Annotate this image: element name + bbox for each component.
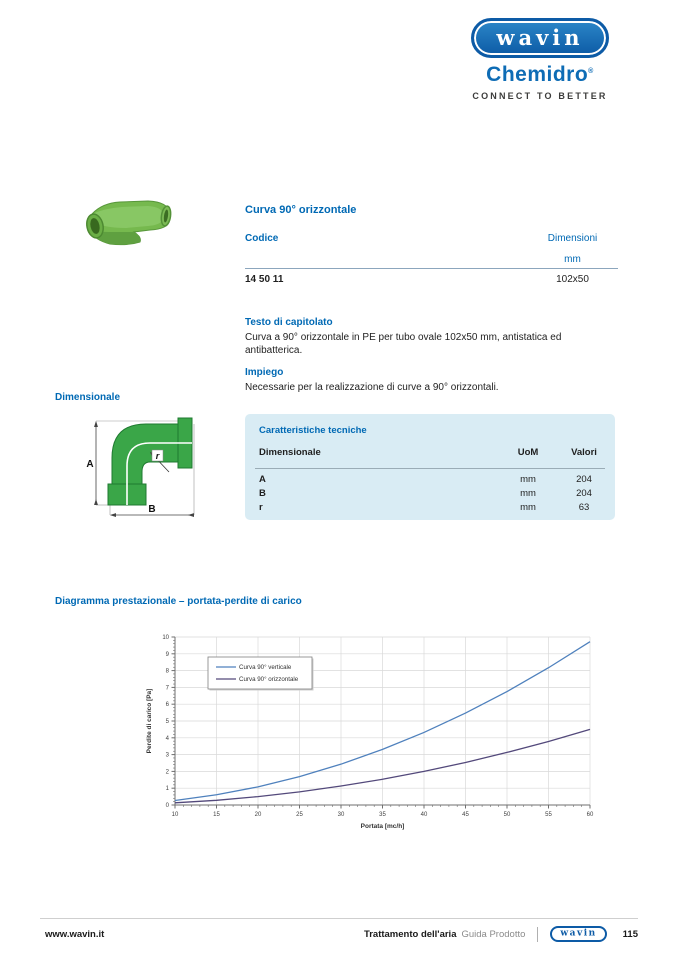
svg-text:10: 10 (162, 635, 169, 641)
chart-legend (208, 657, 312, 689)
footer-wavin-logo: wavin (550, 926, 606, 942)
code-table-header-row (245, 233, 618, 249)
product-code: 14 50 11 (245, 274, 284, 285)
usage-text: Necessarie per la realizzazione di curve a 90° orizzontali. (245, 382, 499, 393)
unit-label: mm (564, 254, 581, 265)
svg-text:2: 2 (165, 769, 169, 776)
code-table-unit-row (245, 254, 618, 268)
legend-entry: Curva 90° verticale (239, 664, 292, 671)
svg-text:15: 15 (213, 812, 220, 818)
dimension-b-label: B (148, 504, 156, 515)
svg-text:60: 60 (586, 812, 594, 818)
tech-table-header-name: Dimensionale (259, 447, 321, 458)
chemidro-logo: Chemidro® (486, 63, 594, 86)
footer-separator (537, 927, 538, 942)
header-logo-block (464, 18, 616, 101)
usage-heading: Impiego (245, 367, 284, 378)
svg-text:25: 25 (296, 812, 303, 818)
svg-text:6: 6 (165, 702, 169, 709)
table-row: r mm 63 (259, 502, 590, 513)
footer-url: www.wavin.it (45, 929, 105, 940)
dimensional-drawing (86, 408, 204, 526)
legend-entry: Curva 90° orizzontale (239, 676, 299, 683)
footer-section-subtitle: Guida Prodotto (461, 928, 526, 940)
product-photo (82, 190, 174, 252)
product-title: Curva 90° orizzontale (245, 204, 357, 216)
y-axis-title: Perdite di carico [Pa] (146, 688, 153, 754)
page-number: 115 (622, 928, 638, 940)
svg-text:35: 35 (379, 812, 386, 818)
svg-text:1: 1 (165, 786, 169, 793)
spec-heading: Testo di capitolato (245, 317, 333, 328)
svg-text:45: 45 (462, 812, 469, 818)
svg-text:4: 4 (165, 735, 169, 742)
svg-text:9: 9 (165, 651, 169, 658)
dimensional-label: Dimensionale (55, 392, 121, 403)
svg-text:10: 10 (171, 812, 179, 818)
tech-table-header-divider (255, 468, 605, 469)
svg-text:55: 55 (545, 812, 552, 818)
code-table-divider (245, 268, 618, 269)
table-row: B mm 204 (259, 488, 592, 499)
footer-divider (40, 918, 638, 919)
spec-text: Curva a 90° orizzontale in PE per tubo ovale 102x50 mm, antistatica ed antibatterica. (245, 332, 562, 356)
chart-title: Diagramma prestazionale – portata-perdite di carico (55, 596, 302, 607)
code-column-header: Codice (245, 233, 279, 244)
code-table-data-row (245, 274, 618, 290)
svg-text:20: 20 (254, 812, 262, 818)
svg-text:8: 8 (165, 668, 169, 675)
svg-text:5: 5 (165, 719, 169, 725)
radius-label: r (155, 451, 160, 461)
performance-chart (138, 625, 608, 840)
wavin-logo (471, 18, 609, 58)
x-axis-title: Portata [mc/h] (360, 823, 405, 830)
svg-text:7: 7 (165, 685, 169, 692)
dimensions-column-header: Dimensioni (547, 233, 598, 244)
dimension-a-label: A (86, 459, 94, 470)
table-row: A mm 204 (259, 474, 592, 485)
footer-section-title: Trattamento dell'aria (363, 928, 457, 940)
svg-text:0: 0 (165, 803, 169, 809)
brand-tagline: CONNECT TO BETTER (472, 91, 608, 101)
svg-text:30: 30 (337, 812, 345, 818)
tech-table-header-values: Valori (571, 447, 597, 458)
tech-table-title: Caratteristiche tecniche (259, 425, 367, 436)
svg-text:3: 3 (165, 752, 169, 759)
wavin-logo-text: wavin (496, 24, 584, 50)
tech-table-header-uom: UoM (517, 447, 539, 458)
registered-mark: ® (588, 68, 594, 75)
product-dimension: 102x50 (556, 274, 589, 285)
footer-right-block (364, 926, 638, 942)
tech-characteristics-table (245, 414, 615, 520)
svg-text:50: 50 (503, 812, 511, 818)
svg-text:40: 40 (420, 812, 428, 818)
